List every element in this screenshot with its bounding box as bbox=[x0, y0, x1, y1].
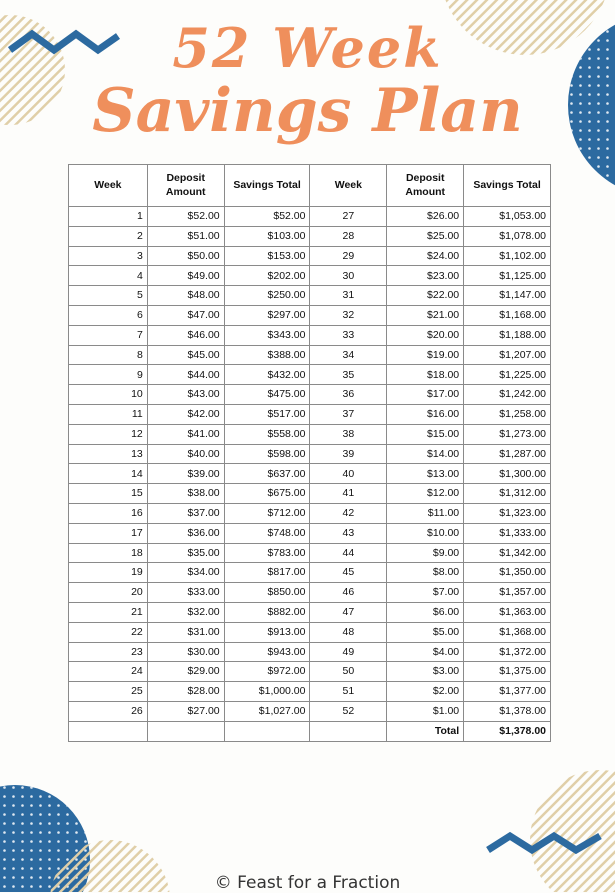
total-cell: $1,312.00 bbox=[464, 484, 551, 504]
table-row bbox=[69, 305, 551, 325]
deposit-cell: $14.00 bbox=[387, 444, 464, 464]
total-cell: $1,287.00 bbox=[464, 444, 551, 464]
table-row bbox=[69, 563, 551, 583]
total-value: $1,378.00 bbox=[464, 721, 551, 741]
title-line-1: 52 Week bbox=[172, 16, 443, 80]
week-cell: 17 bbox=[69, 523, 148, 543]
deposit-cell: $23.00 bbox=[387, 266, 464, 286]
week-cell: 52 bbox=[310, 701, 387, 721]
deposit-cell: $36.00 bbox=[147, 523, 224, 543]
deposit-cell: $39.00 bbox=[147, 464, 224, 484]
total-cell: $558.00 bbox=[224, 424, 310, 444]
total-cell: $1,000.00 bbox=[224, 682, 310, 702]
table-row bbox=[69, 622, 551, 642]
week-cell: 32 bbox=[310, 305, 387, 325]
total-cell: $943.00 bbox=[224, 642, 310, 662]
total-cell: $343.00 bbox=[224, 325, 310, 345]
week-cell: 33 bbox=[310, 325, 387, 345]
total-cell: $1,273.00 bbox=[464, 424, 551, 444]
week-cell: 46 bbox=[310, 583, 387, 603]
deposit-cell: $41.00 bbox=[147, 424, 224, 444]
week-cell: 29 bbox=[310, 246, 387, 266]
week-cell: 9 bbox=[69, 365, 148, 385]
deposit-cell: $21.00 bbox=[387, 305, 464, 325]
deposit-cell: $16.00 bbox=[387, 404, 464, 424]
total-cell: $882.00 bbox=[224, 602, 310, 622]
table-row bbox=[69, 503, 551, 523]
week-cell: 36 bbox=[310, 385, 387, 405]
deposit-cell: $7.00 bbox=[387, 583, 464, 603]
week-cell: 26 bbox=[69, 701, 148, 721]
header-week: Week bbox=[69, 165, 148, 207]
total-cell: $1,357.00 bbox=[464, 583, 551, 603]
total-cell: $817.00 bbox=[224, 563, 310, 583]
total-cell: $598.00 bbox=[224, 444, 310, 464]
total-cell: $1,342.00 bbox=[464, 543, 551, 563]
week-cell: 14 bbox=[69, 464, 148, 484]
total-cell: $388.00 bbox=[224, 345, 310, 365]
table-row bbox=[69, 583, 551, 603]
week-cell: 1 bbox=[69, 207, 148, 227]
table-cell bbox=[69, 721, 148, 741]
week-cell: 6 bbox=[69, 305, 148, 325]
deposit-cell: $27.00 bbox=[147, 701, 224, 721]
total-cell: $517.00 bbox=[224, 404, 310, 424]
total-cell: $1,027.00 bbox=[224, 701, 310, 721]
week-cell: 15 bbox=[69, 484, 148, 504]
table-row bbox=[69, 246, 551, 266]
total-cell: $297.00 bbox=[224, 305, 310, 325]
total-cell: $1,225.00 bbox=[464, 365, 551, 385]
week-cell: 24 bbox=[69, 662, 148, 682]
week-cell: 34 bbox=[310, 345, 387, 365]
total-cell: $432.00 bbox=[224, 365, 310, 385]
week-cell: 38 bbox=[310, 424, 387, 444]
total-cell: $1,375.00 bbox=[464, 662, 551, 682]
deposit-cell: $31.00 bbox=[147, 622, 224, 642]
total-cell: $202.00 bbox=[224, 266, 310, 286]
table-row bbox=[69, 642, 551, 662]
deposit-cell: $25.00 bbox=[387, 226, 464, 246]
total-cell: $1,053.00 bbox=[464, 207, 551, 227]
total-cell: $913.00 bbox=[224, 622, 310, 642]
total-cell: $1,147.00 bbox=[464, 286, 551, 306]
week-cell: 37 bbox=[310, 404, 387, 424]
header-week: Week bbox=[310, 165, 387, 207]
week-cell: 7 bbox=[69, 325, 148, 345]
deposit-cell: $48.00 bbox=[147, 286, 224, 306]
deposit-cell: $33.00 bbox=[147, 583, 224, 603]
total-cell: $1,333.00 bbox=[464, 523, 551, 543]
deposit-cell: $5.00 bbox=[387, 622, 464, 642]
deposit-cell: $46.00 bbox=[147, 325, 224, 345]
week-cell: 40 bbox=[310, 464, 387, 484]
total-cell: $1,207.00 bbox=[464, 345, 551, 365]
total-cell: $1,168.00 bbox=[464, 305, 551, 325]
week-cell: 47 bbox=[310, 602, 387, 622]
week-cell: 12 bbox=[69, 424, 148, 444]
deposit-cell: $10.00 bbox=[387, 523, 464, 543]
deposit-cell: $43.00 bbox=[147, 385, 224, 405]
total-cell: $850.00 bbox=[224, 583, 310, 603]
deposit-cell: $42.00 bbox=[147, 404, 224, 424]
week-cell: 2 bbox=[69, 226, 148, 246]
deposit-cell: $38.00 bbox=[147, 484, 224, 504]
week-cell: 31 bbox=[310, 286, 387, 306]
header-savings-total: Savings Total bbox=[224, 165, 310, 207]
week-cell: 4 bbox=[69, 266, 148, 286]
table-row bbox=[69, 385, 551, 405]
week-cell: 39 bbox=[310, 444, 387, 464]
deposit-cell: $1.00 bbox=[387, 701, 464, 721]
week-cell: 44 bbox=[310, 543, 387, 563]
deposit-cell: $37.00 bbox=[147, 503, 224, 523]
header-deposit-amount: Deposit Amount bbox=[387, 165, 464, 207]
deposit-cell: $29.00 bbox=[147, 662, 224, 682]
total-cell: $1,350.00 bbox=[464, 563, 551, 583]
total-cell: $1,300.00 bbox=[464, 464, 551, 484]
week-cell: 45 bbox=[310, 563, 387, 583]
header-deposit-amount: Deposit Amount bbox=[147, 165, 224, 207]
deposit-cell: $26.00 bbox=[387, 207, 464, 227]
table-row bbox=[69, 424, 551, 444]
week-cell: 41 bbox=[310, 484, 387, 504]
deposit-cell: $24.00 bbox=[387, 246, 464, 266]
total-cell: $1,188.00 bbox=[464, 325, 551, 345]
total-cell: $1,125.00 bbox=[464, 266, 551, 286]
deposit-cell: $19.00 bbox=[387, 345, 464, 365]
week-cell: 20 bbox=[69, 583, 148, 603]
week-cell: 23 bbox=[69, 642, 148, 662]
table-row bbox=[69, 682, 551, 702]
deposit-cell: $50.00 bbox=[147, 246, 224, 266]
table-row bbox=[69, 226, 551, 246]
total-cell: $1,368.00 bbox=[464, 622, 551, 642]
week-cell: 49 bbox=[310, 642, 387, 662]
week-cell: 25 bbox=[69, 682, 148, 702]
table-footer bbox=[69, 721, 551, 741]
deposit-cell: $47.00 bbox=[147, 305, 224, 325]
deposit-cell: $22.00 bbox=[387, 286, 464, 306]
deposit-cell: $9.00 bbox=[387, 543, 464, 563]
deposit-cell: $18.00 bbox=[387, 365, 464, 385]
week-cell: 42 bbox=[310, 503, 387, 523]
total-cell: $103.00 bbox=[224, 226, 310, 246]
table-row bbox=[69, 464, 551, 484]
deposit-cell: $2.00 bbox=[387, 682, 464, 702]
deposit-cell: $15.00 bbox=[387, 424, 464, 444]
table-row bbox=[69, 266, 551, 286]
total-cell: $1,323.00 bbox=[464, 503, 551, 523]
deposit-cell: $6.00 bbox=[387, 602, 464, 622]
week-cell: 51 bbox=[310, 682, 387, 702]
total-cell: $1,078.00 bbox=[464, 226, 551, 246]
total-cell: $783.00 bbox=[224, 543, 310, 563]
week-cell: 16 bbox=[69, 503, 148, 523]
total-cell: $1,372.00 bbox=[464, 642, 551, 662]
deposit-cell: $8.00 bbox=[387, 563, 464, 583]
table-row bbox=[69, 404, 551, 424]
deposit-cell: $13.00 bbox=[387, 464, 464, 484]
table-cell bbox=[224, 721, 310, 741]
table-body bbox=[69, 207, 551, 722]
deposit-cell: $35.00 bbox=[147, 543, 224, 563]
table-row bbox=[69, 602, 551, 622]
total-cell: $637.00 bbox=[224, 464, 310, 484]
table-header bbox=[69, 165, 551, 207]
week-cell: 50 bbox=[310, 662, 387, 682]
total-cell: $250.00 bbox=[224, 286, 310, 306]
table-row bbox=[69, 325, 551, 345]
copyright-footer: © Feast for a Fraction bbox=[214, 873, 401, 893]
deposit-cell: $3.00 bbox=[387, 662, 464, 682]
table-row bbox=[69, 286, 551, 306]
deposit-cell: $28.00 bbox=[147, 682, 224, 702]
week-cell: 27 bbox=[310, 207, 387, 227]
week-cell: 3 bbox=[69, 246, 148, 266]
week-cell: 5 bbox=[69, 286, 148, 306]
table-row bbox=[69, 701, 551, 721]
table-row bbox=[69, 484, 551, 504]
total-cell: $1,363.00 bbox=[464, 602, 551, 622]
week-cell: 48 bbox=[310, 622, 387, 642]
week-cell: 22 bbox=[69, 622, 148, 642]
deposit-cell: $49.00 bbox=[147, 266, 224, 286]
total-cell: $1,102.00 bbox=[464, 246, 551, 266]
week-cell: 8 bbox=[69, 345, 148, 365]
week-cell: 11 bbox=[69, 404, 148, 424]
week-cell: 35 bbox=[310, 365, 387, 385]
table-row bbox=[69, 365, 551, 385]
table-row bbox=[69, 444, 551, 464]
table-cell bbox=[147, 721, 224, 741]
deposit-cell: $11.00 bbox=[387, 503, 464, 523]
total-cell: $1,242.00 bbox=[464, 385, 551, 405]
week-cell: 21 bbox=[69, 602, 148, 622]
total-cell: $1,258.00 bbox=[464, 404, 551, 424]
deposit-cell: $17.00 bbox=[387, 385, 464, 405]
week-cell: 43 bbox=[310, 523, 387, 543]
deposit-cell: $20.00 bbox=[387, 325, 464, 345]
total-cell: $153.00 bbox=[224, 246, 310, 266]
week-cell: 30 bbox=[310, 266, 387, 286]
table-row bbox=[69, 662, 551, 682]
deposit-cell: $34.00 bbox=[147, 563, 224, 583]
week-cell: 10 bbox=[69, 385, 148, 405]
total-cell: $675.00 bbox=[224, 484, 310, 504]
total-cell: $748.00 bbox=[224, 523, 310, 543]
deposit-cell: $40.00 bbox=[147, 444, 224, 464]
deposit-cell: $45.00 bbox=[147, 345, 224, 365]
total-cell: $712.00 bbox=[224, 503, 310, 523]
week-cell: 28 bbox=[310, 226, 387, 246]
title-line-2: Savings Plan bbox=[92, 76, 523, 146]
table-cell bbox=[310, 721, 387, 741]
week-cell: 18 bbox=[69, 543, 148, 563]
table-row bbox=[69, 543, 551, 563]
week-cell: 13 bbox=[69, 444, 148, 464]
deposit-cell: $30.00 bbox=[147, 642, 224, 662]
deposit-cell: $44.00 bbox=[147, 365, 224, 385]
total-cell: $52.00 bbox=[224, 207, 310, 227]
deposit-cell: $52.00 bbox=[147, 207, 224, 227]
deposit-cell: $32.00 bbox=[147, 602, 224, 622]
total-cell: $1,377.00 bbox=[464, 682, 551, 702]
deposit-cell: $4.00 bbox=[387, 642, 464, 662]
deposit-cell: $51.00 bbox=[147, 226, 224, 246]
savings-table bbox=[68, 164, 551, 742]
table-row bbox=[69, 523, 551, 543]
deposit-cell: $12.00 bbox=[387, 484, 464, 504]
table-row bbox=[69, 345, 551, 365]
week-cell: 19 bbox=[69, 563, 148, 583]
total-cell: $1,378.00 bbox=[464, 701, 551, 721]
total-label: Total bbox=[387, 721, 464, 741]
total-cell: $972.00 bbox=[224, 662, 310, 682]
header-savings-total: Savings Total bbox=[464, 165, 551, 207]
total-cell: $475.00 bbox=[224, 385, 310, 405]
table-row bbox=[69, 207, 551, 227]
